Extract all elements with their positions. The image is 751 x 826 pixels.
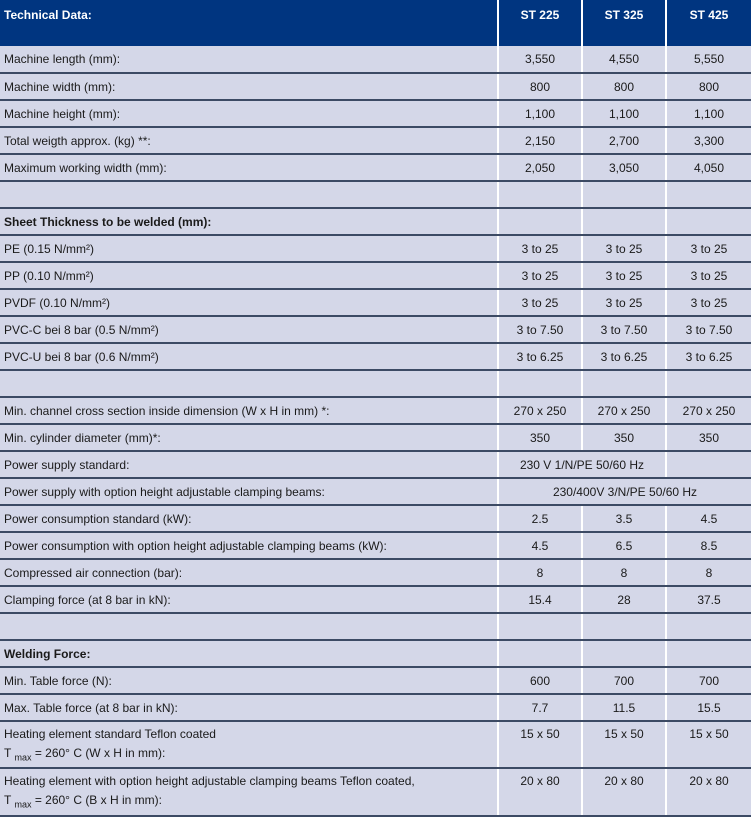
table-row bbox=[0, 478, 751, 505]
row-value: 270 x 250 bbox=[582, 397, 666, 424]
row-value: 20 x 80 bbox=[666, 768, 751, 815]
table-title: Technical Data: bbox=[0, 0, 498, 46]
row-label: PVC-U bei 8 bar (0.6 N/mm²) bbox=[0, 343, 498, 370]
row-value: 3 to 25 bbox=[582, 289, 666, 316]
row-value: 3 to 7.50 bbox=[498, 316, 582, 343]
row-value: 3,300 bbox=[666, 127, 751, 154]
row-value: 3 to 25 bbox=[666, 262, 751, 289]
row-value: 3 to 7.50 bbox=[582, 316, 666, 343]
row-value bbox=[498, 181, 582, 208]
row-label: PVC-C bei 8 bar (0.5 N/mm²) bbox=[0, 316, 498, 343]
section-row bbox=[0, 208, 751, 235]
row-value: 3 to 25 bbox=[582, 235, 666, 262]
table-row bbox=[0, 46, 751, 73]
row-value: 8.5 bbox=[666, 532, 751, 559]
table-row bbox=[0, 262, 751, 289]
row-label bbox=[0, 181, 498, 208]
row-value: 8 bbox=[666, 559, 751, 586]
row-label bbox=[0, 370, 498, 397]
row-value bbox=[498, 613, 582, 640]
row-value: 3 to 6.25 bbox=[498, 343, 582, 370]
row-value bbox=[666, 181, 751, 208]
row-value: 350 bbox=[666, 424, 751, 451]
row-label: Machine height (mm): bbox=[0, 100, 498, 127]
section-row bbox=[0, 640, 751, 667]
row-value: 3 to 6.25 bbox=[666, 343, 751, 370]
row-value: 15 x 50 bbox=[666, 721, 751, 768]
row-value bbox=[666, 613, 751, 640]
row-value: 3.5 bbox=[582, 505, 666, 532]
row-value bbox=[666, 370, 751, 397]
row-value: 3 to 25 bbox=[498, 289, 582, 316]
row-value: 3 to 25 bbox=[666, 289, 751, 316]
row-value-span: 230 V 1/N/PE 50/60 Hz bbox=[498, 451, 666, 478]
row-value: 11.5 bbox=[582, 694, 666, 721]
row-value: 1,100 bbox=[498, 100, 582, 127]
row-value: 3,050 bbox=[582, 154, 666, 181]
table-row bbox=[0, 397, 751, 424]
row-value bbox=[498, 208, 582, 235]
t-symbol: T bbox=[4, 793, 12, 808]
row-value: 3 to 25 bbox=[582, 262, 666, 289]
row-value bbox=[582, 181, 666, 208]
row-value: 270 x 250 bbox=[666, 397, 751, 424]
row-label: PVDF (0.10 N/mm²) bbox=[0, 289, 498, 316]
spacer-row bbox=[0, 370, 751, 397]
row-value: 20 x 80 bbox=[582, 768, 666, 815]
row-label: Max. Table force (at 8 bar in kN): bbox=[0, 694, 498, 721]
table-row bbox=[0, 127, 751, 154]
table-row bbox=[0, 343, 751, 370]
row-value: 15 x 50 bbox=[498, 721, 582, 768]
row-value bbox=[498, 370, 582, 397]
row-label: Power consumption standard (kW): bbox=[0, 505, 498, 532]
row-value: 3 to 25 bbox=[498, 235, 582, 262]
row-value: 3 to 7.50 bbox=[666, 316, 751, 343]
table-row bbox=[0, 532, 751, 559]
row-value: 5,550 bbox=[666, 46, 751, 73]
row-value: 3 to 6.25 bbox=[582, 343, 666, 370]
row-label: Min. channel cross section inside dimension (W x H in mm) *: bbox=[0, 397, 498, 424]
row-label bbox=[0, 613, 498, 640]
row-value: 4.5 bbox=[498, 532, 582, 559]
row-value bbox=[582, 640, 666, 667]
row-value: 700 bbox=[666, 667, 751, 694]
row-label: PP (0.10 N/mm²) bbox=[0, 262, 498, 289]
row-label-line1: Heating element standard Teflon coated bbox=[4, 727, 216, 741]
row-value: 1,100 bbox=[582, 100, 666, 127]
row-value-empty bbox=[666, 451, 751, 478]
header-row bbox=[0, 0, 751, 46]
row-value bbox=[582, 613, 666, 640]
row-value: 8 bbox=[582, 559, 666, 586]
row-value: 6.5 bbox=[582, 532, 666, 559]
row-value: 4,550 bbox=[582, 46, 666, 73]
row-label: Maximum working width (mm): bbox=[0, 154, 498, 181]
t-subscript: max bbox=[14, 799, 32, 810]
row-value bbox=[582, 370, 666, 397]
table-row bbox=[0, 694, 751, 721]
row-value: 350 bbox=[582, 424, 666, 451]
row-value: 15.5 bbox=[666, 694, 751, 721]
table-row bbox=[0, 505, 751, 532]
row-label: Clamping force (at 8 bar in kN): bbox=[0, 586, 498, 613]
row-value: 3 to 25 bbox=[666, 235, 751, 262]
row-value: 15 x 50 bbox=[582, 721, 666, 768]
row-value: 2,700 bbox=[582, 127, 666, 154]
spacer-row bbox=[0, 181, 751, 208]
row-value bbox=[666, 208, 751, 235]
row-value: 2,150 bbox=[498, 127, 582, 154]
row-label bbox=[0, 768, 498, 815]
row-label-line1: Heating element with option height adjustable clamping beams Teflon coated, bbox=[4, 774, 415, 789]
row-label-line2: = 260° C (B x H in mm): bbox=[31, 793, 162, 808]
row-label: Machine width (mm): bbox=[0, 73, 498, 100]
table-row bbox=[0, 768, 751, 815]
row-value: 700 bbox=[582, 667, 666, 694]
table-row bbox=[0, 73, 751, 100]
row-label: Power consumption with option height adjustable clamping beams (kW): bbox=[0, 532, 498, 559]
row-label: Min. Table force (N): bbox=[0, 667, 498, 694]
table-row bbox=[0, 721, 751, 768]
table-row bbox=[0, 667, 751, 694]
table-row bbox=[0, 235, 751, 262]
row-value: 20 x 80 bbox=[498, 768, 582, 815]
row-value: 8 bbox=[498, 559, 582, 586]
row-label: Compressed air connection (bar): bbox=[0, 559, 498, 586]
row-value: 4.5 bbox=[666, 505, 751, 532]
row-label: Power supply with option height adjustable clamping beams: bbox=[0, 478, 498, 505]
table-row bbox=[0, 316, 751, 343]
row-value: 3,550 bbox=[498, 46, 582, 73]
section-heading: Sheet Thickness to be welded (mm): bbox=[0, 208, 498, 235]
row-value: 1,100 bbox=[666, 100, 751, 127]
model-header: ST 425 bbox=[666, 0, 751, 46]
table-row bbox=[0, 289, 751, 316]
row-value: 7.7 bbox=[498, 694, 582, 721]
row-value: 2.5 bbox=[498, 505, 582, 532]
row-value bbox=[498, 640, 582, 667]
row-value bbox=[582, 208, 666, 235]
row-label: Min. cylinder diameter (mm)*: bbox=[0, 424, 498, 451]
row-label bbox=[0, 721, 498, 768]
row-value-span: 230/400V 3/N/PE 50/60 Hz bbox=[498, 478, 751, 505]
table-row bbox=[0, 424, 751, 451]
row-value: 800 bbox=[666, 73, 751, 100]
row-label: Power supply standard: bbox=[0, 451, 498, 478]
model-header: ST 225 bbox=[498, 0, 582, 46]
row-value: 350 bbox=[498, 424, 582, 451]
row-value: 800 bbox=[582, 73, 666, 100]
row-label: Total weigth approx. (kg) **: bbox=[0, 127, 498, 154]
row-value: 600 bbox=[498, 667, 582, 694]
row-value: 28 bbox=[582, 586, 666, 613]
row-value: 37.5 bbox=[666, 586, 751, 613]
row-value: 3 to 25 bbox=[498, 262, 582, 289]
model-header: ST 325 bbox=[582, 0, 666, 46]
t-symbol: T bbox=[4, 746, 12, 760]
row-value: 270 x 250 bbox=[498, 397, 582, 424]
section-heading: Welding Force: bbox=[0, 640, 498, 667]
row-value bbox=[666, 640, 751, 667]
table-row bbox=[0, 100, 751, 127]
table-row bbox=[0, 451, 751, 478]
row-value: 4,050 bbox=[666, 154, 751, 181]
row-label: Machine length (mm): bbox=[0, 46, 498, 73]
table-row bbox=[0, 586, 751, 613]
t-subscript: max bbox=[14, 752, 32, 763]
spacer-row bbox=[0, 613, 751, 640]
table-row bbox=[0, 559, 751, 586]
row-label: PE (0.15 N/mm²) bbox=[0, 235, 498, 262]
row-value: 800 bbox=[498, 73, 582, 100]
table-row bbox=[0, 154, 751, 181]
row-value: 2,050 bbox=[498, 154, 582, 181]
row-value: 15.4 bbox=[498, 586, 582, 613]
row-label-line2: = 260° C (W x H in mm): bbox=[31, 746, 166, 760]
